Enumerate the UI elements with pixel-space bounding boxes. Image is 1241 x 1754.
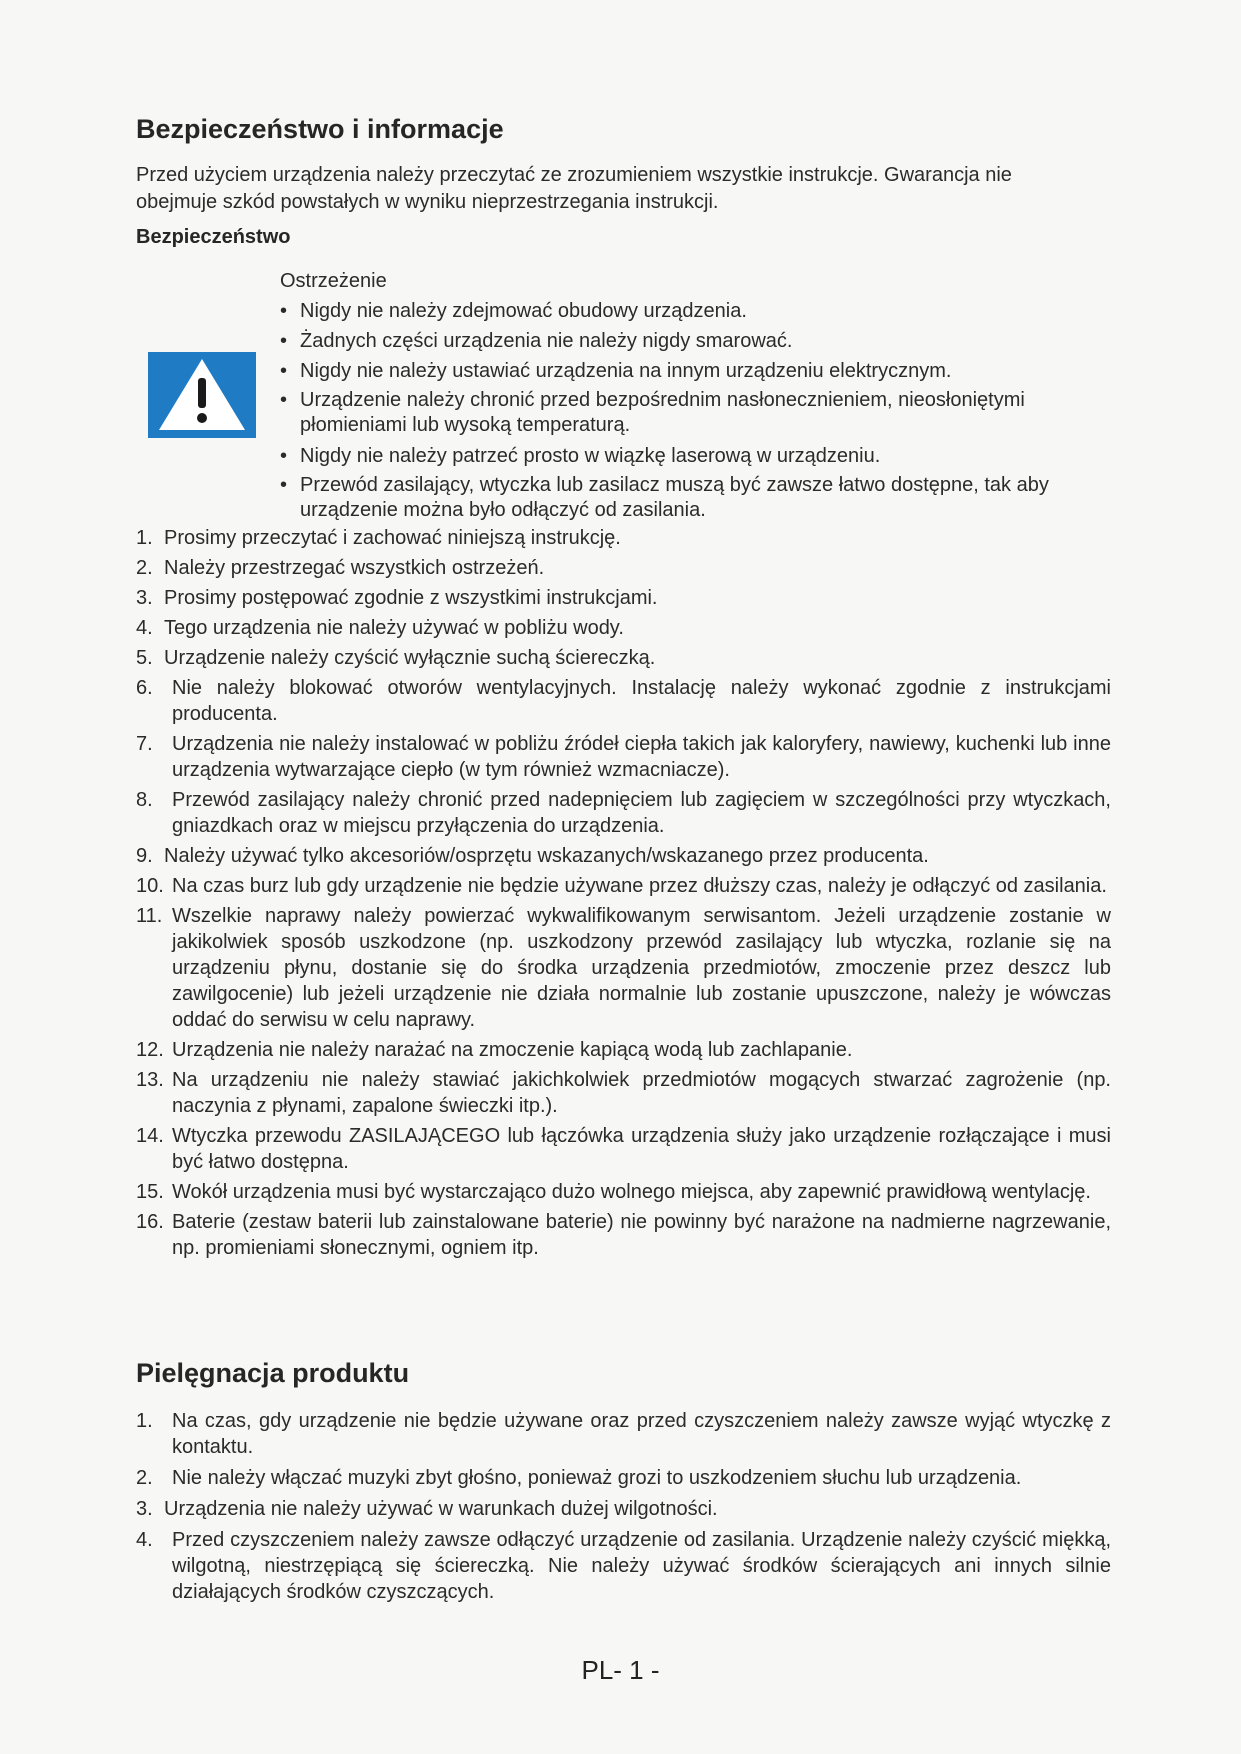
list-item: 10. Na czas burz lub gdy urządzenie nie będzie używane przez dłuższy czas, należy je odłączyć od zasilania. bbox=[136, 875, 1107, 897]
warning-item: • Nigdy nie należy zdejmować obudowy urządzenia. bbox=[280, 296, 1110, 326]
list-item: 9. Należy używać tylko akcesoriów/osprzętu wskazanych/wskazanego przez producenta. bbox=[136, 845, 929, 867]
safety-list bbox=[136, 525, 1111, 1265]
section-title-care: Pielęgnacja produktu bbox=[136, 1358, 410, 1388]
care-list bbox=[136, 1408, 1111, 1610]
warning-item: • Nigdy nie należy patrzeć prosto w wiązkę laserową w urządzeniu. bbox=[280, 441, 1110, 471]
list-item: 2. Nie należy włączać muzyki zbyt głośno, ponieważ grozi to uszkodzeniem słuchu lub urządzenia. bbox=[136, 1467, 1022, 1489]
list-item: 3. Urządzenia nie należy używać w warunkach dużej wilgotności. bbox=[136, 1498, 718, 1520]
warning-title: Ostrzeżenie bbox=[280, 270, 387, 292]
list-item: 2. Należy przestrzegać wszystkich ostrzeżeń. bbox=[136, 557, 545, 579]
warning-item: • Przewód zasilający, wtyczka lub zasilacz muszą być zawsze łatwo dostępne, tak aby urządzenie można było odłączyć od zasilania. bbox=[280, 471, 1110, 526]
list-item: 3. Prosimy postępować zgodnie z wszystkimi instrukcjami. bbox=[136, 587, 658, 609]
list-item: 14. Wtyczka przewodu ZASILAJĄCEGO lub łączówka urządzenia służy jako urządzenie rozłączające i musi być łatwo dostępna. bbox=[136, 1125, 1111, 1173]
list-item: 12. Urządzenia nie należy narażać na zmoczenie kapiącą wodą lub zachlapanie. bbox=[136, 1039, 853, 1061]
list-item: 16. Baterie (zestaw baterii lub zainstalowane baterie) nie powinny być narażone na nadmierne nagrzewanie, np. promieniami słonecznymi, ogniem itp. bbox=[136, 1211, 1111, 1259]
warning-item: • Urządzenie należy chronić przed bezpośrednim nasłonecznieniem, nieosłoniętymi płomieniami lub wysoką temperaturą. bbox=[280, 386, 1110, 441]
list-item: 11. Wszelkie naprawy należy powierzać wykwalifikowanym serwisantom. Jeżeli urządzenie zostanie w jakikolwiek sposób uszkodzone (np. uszkodzony przewód zasilający lub wtyczka, rozlanie się na urządzeniu płynu, dostanie się do środka urządzenia przedmiotów, zmoczenie przez deszcz lub zawilgocenie) lub jeżeli urządzenie nie działa normalnie lub zostanie upuszczone, należy je wówczas oddać do serwisu w celu naprawy. bbox=[136, 905, 1111, 1031]
list-item: 15. Wokół urządzenia musi być wystarczająco dużo wolnego miejsca, aby zapewnić prawidłową wentylację. bbox=[136, 1181, 1091, 1203]
page-number: PL- 1 - bbox=[581, 1655, 660, 1685]
list-item: 4. Tego urządzenia nie należy używać w pobliżu wody. bbox=[136, 617, 624, 639]
section-title-safety: Bezpieczeństwo i informacje bbox=[136, 114, 504, 144]
subtitle-safety: Bezpieczeństwo bbox=[136, 226, 291, 248]
warning-item: • Nigdy nie należy ustawiać urządzenia na innym urządzeniu elektrycznym. bbox=[280, 356, 1110, 386]
intro-paragraph: Przed użyciem urządzenia należy przeczytać ze zrozumieniem wszystkie instrukcje. Gwarancja nie obejmuje szkód powstałych w wyniku nieprzestrzegania instrukcji. bbox=[136, 164, 1012, 213]
list-item: 8. Przewód zasilający należy chronić przed nadepnięciem lub zagięciem w szczególności przy wtyczkach, gniazdkach oraz w miejscu przyłączenia do urządzenia. bbox=[136, 789, 1111, 837]
list-item: 5. Urządzenie należy czyścić wyłącznie suchą ściereczką. bbox=[136, 647, 656, 669]
warning-block bbox=[280, 266, 1110, 526]
warning-list bbox=[280, 296, 1110, 526]
warning-item: • Żadnych części urządzenia nie należy nigdy smarować. bbox=[280, 326, 1110, 356]
list-item: 6. Nie należy blokować otworów wentylacyjnych. Instalację należy wykonać zgodnie z instrukcjami producenta. bbox=[136, 677, 1111, 725]
warning-triangle-icon bbox=[148, 352, 256, 438]
list-item: 1. Prosimy przeczytać i zachować niniejszą instrukcję. bbox=[136, 527, 621, 549]
list-item: 7. Urządzenia nie należy instalować w pobliżu źródeł ciepła takich jak kaloryfery, nawiewy, kuchenki lub inne urządzenia wytwarzające ciepło (w tym również wzmacniacze). bbox=[136, 733, 1111, 781]
list-item: 1. Na czas, gdy urządzenie nie będzie używane oraz przed czyszczeniem należy zawsze wyjąć wtyczkę z kontaktu. bbox=[136, 1410, 1111, 1458]
list-item: 13. Na urządzeniu nie należy stawiać jakichkolwiek przedmiotów mogących stwarzać zagrożenie (np. naczynia z płynami, zapalone świeczki itp.). bbox=[136, 1069, 1111, 1117]
list-item: 4. Przed czyszczeniem należy zawsze odłączyć urządzenie od zasilania. Urządzenie należy czyścić miękką, wilgotną, niestrzępiącą się ściereczką. Nie należy używać środków ścierających ani innych silnie działających środków czyszczących. bbox=[136, 1529, 1111, 1603]
